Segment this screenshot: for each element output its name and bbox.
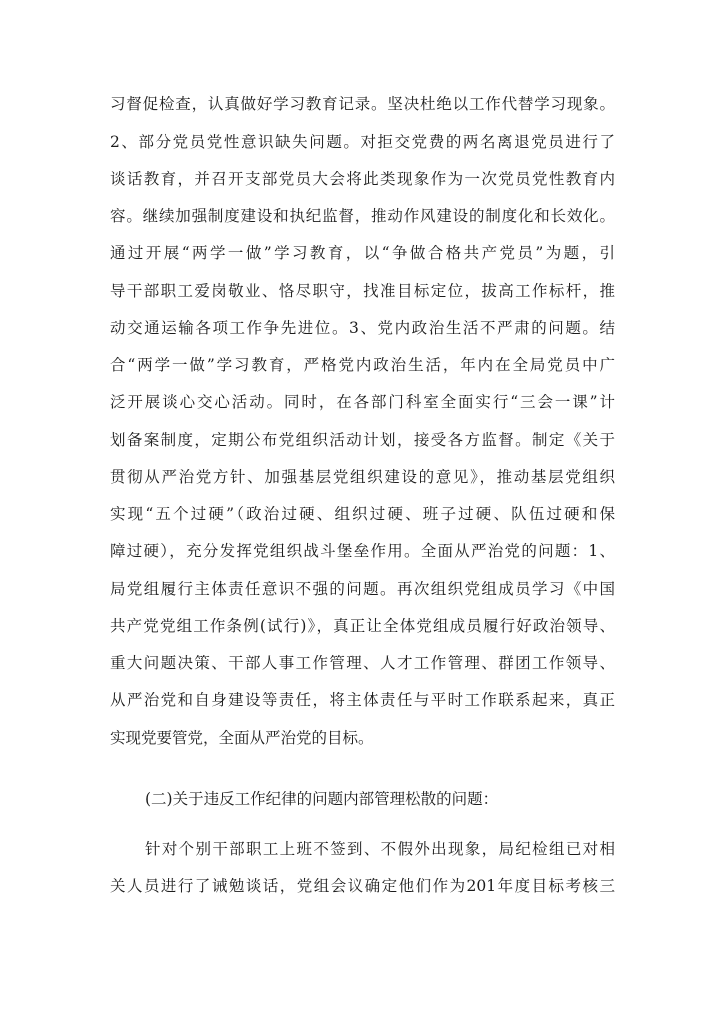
body-text-line: 针对个别干部职工上班不签到、不假外出现象，局纪检组已对相 [145,840,615,858]
body-text-line: 障过硬），充分发挥党组织战斗堡垒作用。全面从严治党的问题：1、 [110,542,615,560]
body-text-line: 通过开展“两学一做”学习教育，以“争做合格共产党员”为题，引 [110,244,615,262]
body-text-line: 谈话教育，并召开支部党员大会将此类现象作为一次党员党性教育内 [110,170,615,188]
body-text-line: 局党组履行主体责任意识不强的问题。再次组织党组成员学习《中国 [110,580,615,598]
body-text-line: 泛开展谈心交心活动。同时，在各部门科室全面实行“三会一课”计 [110,393,615,411]
body-text-line: 导干部职工爱岗敬业、恪尽职守，找准目标定位，拔高工作标杆，推 [110,282,615,300]
body-text-line: 实现“五个过硬”（政治过硬、组织过硬、班子过硬、队伍过硬和保 [110,505,615,523]
body-text-line: 重大问题决策、干部人事工作管理、人才工作管理、群团工作领导、 [110,654,615,672]
body-text-line: 实现党要管党，全面从严治党的目标。 [110,729,374,747]
body-text-line: 习督促检查，认真做好学习教育记录。坚决杜绝以工作代替学习现象。 [110,95,615,113]
body-text-line: 合“两学一做”学习教育，严格党内政治生活，年内在全局党员中广 [110,356,615,374]
body-text-line: 贯彻从严治党方针、加强基层党组织建设的意见》，推动基层党组织 [110,468,615,486]
section-heading: (二)关于违反工作纪律的问题内部管理松散的问题： [145,790,499,808]
body-text-line: 容。继续加强制度建设和执纪监督，推动作风建设的制度化和长效化。 [110,207,615,225]
body-text-line: 划备案制度，定期公布党组织活动计划，接受各方监督。制定《关于 [110,431,615,449]
body-text-line: 动交通运输各项工作争先进位。3、党内政治生活不严肃的问题。结 [110,319,615,337]
body-text-line: 关人员进行了诫勉谈话，党组会议确定他们作为201年度目标考核三 [110,877,615,895]
body-text-line: 从严治党和自身建设等责任，将主体责任与平时工作联系起来，真正 [110,691,615,709]
body-text-line: 共产党党组工作条例(试行)》，真正让全体党组成员履行好政治领导、 [110,617,615,635]
body-text-line: 2、部分党员党性意识缺失问题。对拒交党费的两名离退党员进行了 [110,133,615,151]
